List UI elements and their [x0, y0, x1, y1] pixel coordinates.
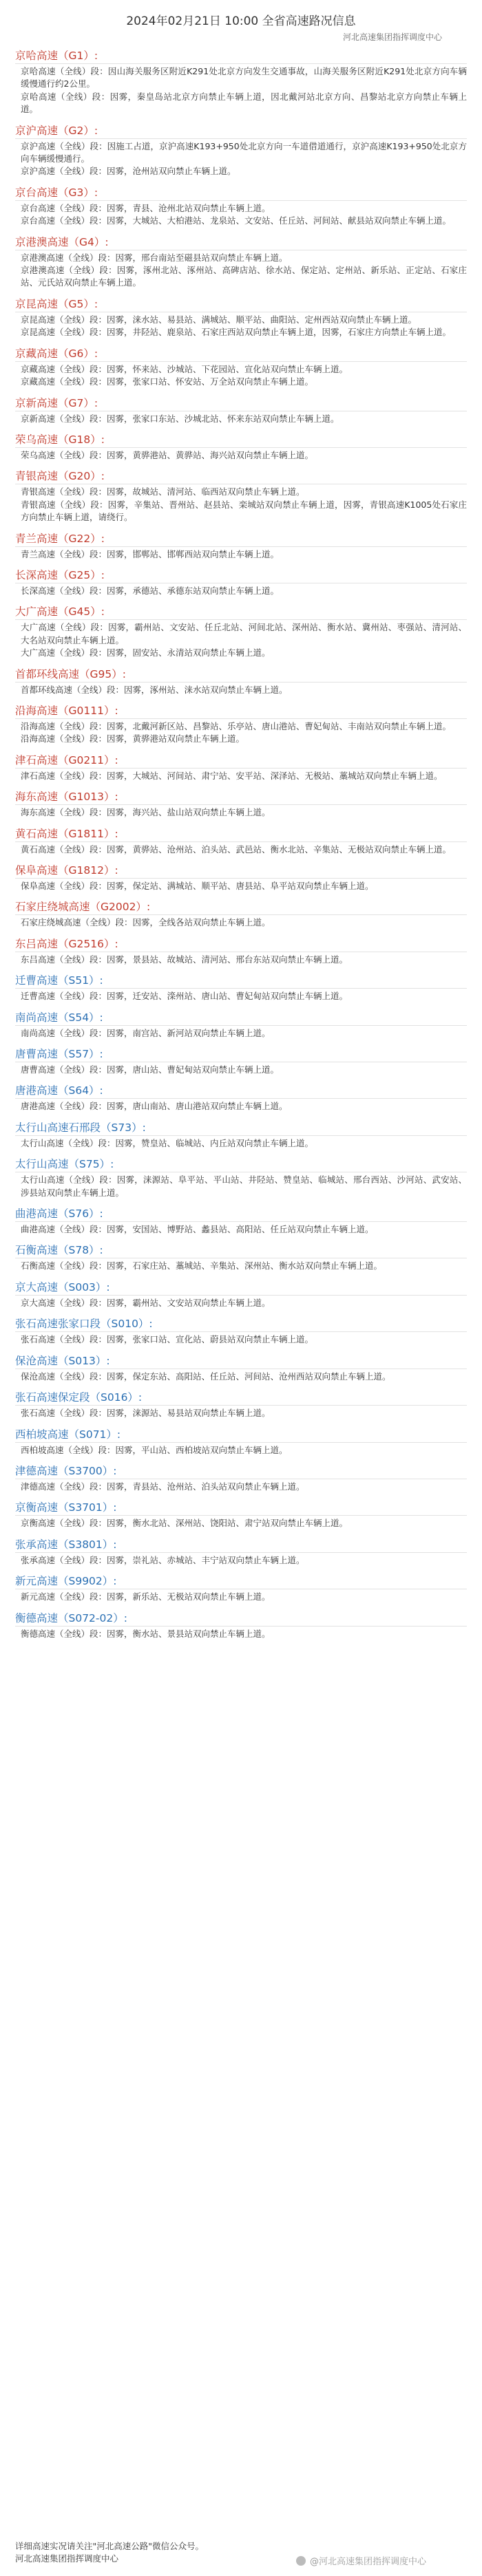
highway-section: [15, 1611, 467, 1640]
highway-section-title: 黄石高速（G1811）:: [15, 826, 467, 842]
highway-section: [15, 899, 467, 929]
watermark: [296, 2554, 426, 2567]
highway-status-line: 沿海高速（全线）段：因雾，北戴河新区站、昌黎站、乐亭站、唐山港站、曹妃甸站、丰南站双向禁止车辆上道。: [21, 720, 452, 731]
highway-status-line: 唐港高速（全线）段：因雾，唐山南站、唐山港站双向禁止车辆上道。: [21, 1101, 288, 1112]
highway-status-line: 张石高速（全线）段：因雾，张家口站、宣化站、蔚县站双向禁止车辆上道。: [21, 1334, 314, 1345]
highway-section-title: 京衡高速（S3701）:: [15, 1500, 467, 1516]
highway-status-line: 京衡高速（全线）段：因雾，衡水北站、深州站、饶阳站、肃宁站双向禁止车辆上道。: [21, 1518, 348, 1529]
highway-section-title: 东吕高速（G2516）:: [15, 936, 467, 952]
highway-status-line: 保沧高速（全线）段：因雾，保定东站、高阳站、任丘站、河间站、沧州西站双向禁止车辆上道。: [21, 1371, 391, 1382]
highway-section: [15, 432, 467, 462]
highway-section: [15, 1120, 467, 1150]
highway-section: [15, 48, 467, 116]
highway-status-line: 保阜高速（全线）段：因雾，保定站、满城站、顺平站、唐县站、阜平站双向禁止车辆上道。: [21, 881, 374, 891]
highway-section-title: 荣乌高速（G18）:: [15, 432, 467, 448]
highway-status-line: 长深高速（全线）段：因雾，承德站、承德东站双向禁止车辆上道。: [21, 585, 280, 596]
highway-status-line: 京昆高速（全线）段：因雾，井陉站、鹿泉站、石家庄西站双向禁止车辆上道，因雾，石家庄方向禁止车辆上道。: [21, 327, 452, 338]
highway-section-title: 京台高速（G3）:: [15, 185, 467, 201]
highway-section-title: 西柏坡高速（S071）:: [15, 1427, 467, 1443]
highway-section: [15, 1463, 467, 1493]
highway-status-line: 京台高速（全线）段：因雾，青县、沧州北站双向禁止车辆上道。: [21, 202, 271, 213]
highway-section: [15, 1353, 467, 1383]
highway-section-title: 曲港高速（S76）:: [15, 1206, 467, 1222]
highway-section: [15, 1206, 467, 1236]
highway-section-title: 南尚高速（S54）:: [15, 1010, 467, 1026]
highway-status-line: 青银高速（全线）段：因雾，辛集站、晋州站、赵县站、栾城站双向禁止车辆上道，因雾，青银高速K1005处石家庄方向禁止车辆上道，请绕行。: [21, 499, 467, 523]
highway-section: [15, 185, 467, 228]
highway-status-line: 张石高速（全线）段：因雾，涞源站、易县站双向禁止车辆上道。: [21, 1408, 271, 1419]
highway-section-title: 津德高速（S3700）:: [15, 1463, 467, 1479]
highway-section-title: 海东高速（G1013）:: [15, 789, 467, 805]
highway-status-line: 荣乌高速（全线）段：因雾，黄骅港站、黄骅站、海兴站双向禁止车辆上道。: [21, 449, 314, 460]
highway-section-title: 京昆高速（G5）:: [15, 297, 467, 312]
highway-section: [15, 469, 467, 524]
highway-section-title: 沿海高速（G0111）:: [15, 703, 467, 719]
highway-section-title: 长深高速（G25）:: [15, 568, 467, 583]
highway-status-line: 衡德高速（全线）段：因雾，衡水站、景县站双向禁止车辆上道。: [21, 1628, 271, 1639]
highway-section: [15, 826, 467, 856]
highway-status-line: 石家庄绕城高速（全线）段：因雾，全线各站双向禁止车辆上道。: [21, 917, 271, 928]
highway-section-title: 大广高速（G45）:: [15, 604, 467, 620]
highway-section: [15, 346, 467, 389]
highway-section: [15, 568, 467, 597]
highway-section: [15, 1157, 467, 1199]
highway-status-line: 新元高速（全线）段：因雾，新乐站、无极站双向禁止车辆上道。: [21, 1591, 271, 1602]
footer-note: [15, 2540, 204, 2565]
highway-section-title: 新元高速（S9902）:: [15, 1574, 467, 1589]
highway-section: [15, 1537, 467, 1567]
watermark-text: @河北高速集团指挥调度中心: [310, 2557, 427, 2567]
highway-section: [15, 1390, 467, 1419]
highway-status-line: 沿海高速（全线）段：因雾，黄骅港站双向禁止车辆上道。: [21, 733, 245, 744]
highway-section: [15, 1427, 467, 1457]
highway-status-line: 京藏高速（全线）段：因雾，张家口站、怀安站、万全站双向禁止车辆上道。: [21, 376, 314, 387]
highway-section: [15, 123, 467, 178]
highway-section-title: 津石高速（G0211）:: [15, 753, 467, 769]
highway-section: [15, 604, 467, 659]
highway-section: [15, 1046, 467, 1076]
highway-section: [15, 396, 467, 425]
highway-status-line: 京新高速（全线）段：因雾，张家口东站、沙城北站、怀来东站双向禁止车辆上道。: [21, 413, 339, 424]
highway-status-line: 青银高速（全线）段：因雾，故城站、清河站、临西站双向禁止车辆上道。: [21, 486, 305, 497]
highway-section: [15, 235, 467, 290]
footer-line-1: 详细高速实况请关注"河北高速公路"微信公众号。: [15, 2541, 204, 2551]
highway-section-title: 京新高速（G7）:: [15, 396, 467, 411]
highway-section-title: 张承高速（S3801）:: [15, 1537, 467, 1553]
highway-section: [15, 297, 467, 339]
highway-section-title: 太行山高速（S75）:: [15, 1157, 467, 1172]
highway-status-line: 张承高速（全线）段：因雾，崇礼站、赤城站、丰宁站双向禁止车辆上道。: [21, 1554, 305, 1565]
highway-section: [15, 1010, 467, 1040]
highway-section-title: 京藏高速（G6）:: [15, 346, 467, 362]
highway-section: [15, 531, 467, 561]
page-title: 2024年02月21日 10:00 全省高速路况信息: [126, 14, 356, 28]
highway-status-line: 唐曹高速（全线）段：因雾，唐山站、曹妃甸站双向禁止车辆上道。: [21, 1064, 280, 1075]
highway-section: [15, 789, 467, 819]
highway-section-title: 太行山高速石邢段（S73）:: [15, 1120, 467, 1136]
highway-status-line: 京昆高速（全线）段：因雾，涞水站、易县站、满城站、顺平站、曲阳站、定州西站双向禁止车辆上道。: [21, 314, 417, 325]
weibo-logo-icon: [296, 2556, 306, 2566]
highway-status-line: 迁曹高速（全线）段：因雾，迁安站、滦州站、唐山站、曹妃甸站双向禁止车辆上道。: [21, 991, 348, 1002]
highway-section-title: 唐港高速（S64）:: [15, 1083, 467, 1099]
highway-section: [15, 667, 467, 696]
highway-section-title: 京大高速（S003）:: [15, 1280, 467, 1296]
highway-status-line: 京港澳高速（全线）段：因雾，邢台南站至磁县站双向禁止车辆上道。: [21, 252, 288, 263]
highway-status-line: 京沪高速（全线）段：因雾，沧州站双向禁止车辆上道。: [21, 166, 236, 177]
highway-status-line: 西柏坡高速（全线）段：因雾，平山站、西柏坡站双向禁止车辆上道。: [21, 1444, 288, 1455]
highway-section-title: 青银高速（G20）:: [15, 469, 467, 484]
highway-section: [15, 863, 467, 892]
highway-status-line: 大广高速（全线）段：因雾，霸州站、文安站、任丘北站、河间北站、深州站、衡水站、冀州站、枣强站、清河站、大名站双向禁止车辆上道。: [21, 622, 467, 645]
highway-status-line: 京台高速（全线）段：因雾，大城站、大柏港站、龙泉站、文安站、任丘站、河间站、献县站双向禁止车辆上道。: [21, 215, 452, 226]
highway-status-line: 津石高速（全线）段：因雾，大城站、河间站、肃宁站、安平站、深泽站、无极站、藁城站双向禁止车辆上道。: [21, 770, 443, 781]
highway-status-line: 石衡高速（全线）段：因雾，石家庄站、藁城站、辛集站、深州站、衡水站双向禁止车辆上道。: [21, 1260, 383, 1271]
highway-status-line: 东吕高速（全线）段：因雾，景县站、故城站、清河站、邢台东站双向禁止车辆上道。: [21, 954, 348, 965]
highway-section-title: 首都环线高速（G95）:: [15, 667, 467, 683]
highway-section-title: 京哈高速（G1）:: [15, 48, 467, 64]
highway-status-line: 黄石高速（全线）段：因雾，黄骅站、沧州站、泊头站、武邑站、衡水北站、辛集站、无极站双向禁止车辆上道。: [21, 844, 452, 855]
highway-status-line: 京哈高速（全线）段：因山海关服务区附近K291处北京方向发生交通事故，山海关服务区附近K291处北京方向车辆缓慢通行约2公里。: [21, 66, 467, 89]
highway-status-line: 津德高速（全线）段：因雾，青县站、沧州站、泊头站双向禁止车辆上道。: [21, 1481, 305, 1492]
highway-status-line: 京港澳高速（全线）段：因雾，涿州北站、涿州站、高碑店站、徐水站、保定站、定州站、新乐站、正定站、石家庄站、元氏站双向禁止车辆上道。: [21, 265, 467, 288]
highway-section-title: 衡德高速（S072-02）:: [15, 1611, 467, 1627]
highway-status-line: 海东高速（全线）段：因雾，海兴站、盐山站双向禁止车辆上道。: [21, 807, 271, 818]
highway-section-title: 保阜高速（G1812）:: [15, 863, 467, 879]
highway-section: [15, 1574, 467, 1603]
highway-section-title: 迁曹高速（S51）:: [15, 973, 467, 989]
highway-section: [15, 703, 467, 746]
highway-status-line: 南尚高速（全线）段：因雾，南宫站、新河站双向禁止车辆上道。: [21, 1027, 271, 1038]
highway-status-line: 京沪高速（全线）段：因施工占道，京沪高速K193+950处北京方向一车道借道通行，京沪高速K193+950处北京方向车辆缓慢通行。: [21, 140, 467, 164]
highway-status-line: 青兰高速（全线）段：因雾，邯郸站、邯郸西站双向禁止车辆上道。: [21, 548, 280, 559]
page-subtitle: 河北高速集团指挥调度中心: [342, 32, 442, 42]
highway-section-title: 唐曹高速（S57）:: [15, 1046, 467, 1062]
highway-status-line: 太行山高速（全线）段：因雾，赞皇站、临城站、内丘站双向禁止车辆上道。: [21, 1137, 314, 1148]
highway-status-line: 太行山高速（全线）段：因雾，涞源站、阜平站、平山站、井陉站、赞皇站、临城站、邢台西站、沙河站、武安站、涉县站双向禁止车辆上道。: [21, 1174, 467, 1198]
highway-section: [15, 936, 467, 966]
highway-section: [15, 1280, 467, 1309]
highway-section: [15, 1243, 467, 1272]
highway-section-title: 石家庄绕城高速（G2002）:: [15, 899, 467, 915]
highway-section-title: 京沪高速（G2）:: [15, 123, 467, 139]
highway-status-line: 首都环线高速（全线）段：因雾，涿州站、涞水站双向禁止车辆上道。: [21, 684, 288, 695]
highway-sections: [15, 48, 467, 1640]
highway-section-title: 保沧高速（S013）:: [15, 1353, 467, 1369]
highway-section-title: 张石高速张家口段（S010）:: [15, 1316, 467, 1332]
highway-status-line: 曲港高速（全线）段：因雾，安国站、博野站、蠡县站、高阳站、任丘站双向禁止车辆上道。: [21, 1224, 374, 1235]
highway-section: [15, 1500, 467, 1530]
highway-section: [15, 973, 467, 1002]
highway-section: [15, 1316, 467, 1346]
highway-section-title: 青兰高速（G22）:: [15, 531, 467, 547]
highway-status-line: 京藏高速（全线）段：因雾，怀来站、沙城站、下花园站、宣化站双向禁止车辆上道。: [21, 363, 348, 374]
highway-status-line: 大广高速（全线）段：因雾，固安站、永清站双向禁止车辆上道。: [21, 647, 271, 658]
highway-section: [15, 753, 467, 782]
highway-section-title: 京港澳高速（G4）:: [15, 235, 467, 250]
highway-section: [15, 1083, 467, 1113]
highway-status-line: 京哈高速（全线）段：因雾，秦皇岛站北京方向禁止车辆上道，因北戴河站北京方向、昌黎站北京方向禁止车辆上道。: [21, 91, 467, 115]
highway-section-title: 石衡高速（S78）:: [15, 1243, 467, 1258]
highway-section-title: 张石高速保定段（S016）:: [15, 1390, 467, 1406]
footer-line-2: 河北高速集团指挥调度中心: [15, 2553, 119, 2564]
highway-status-line: 京大高速（全线）段：因雾，霸州站、文安站双向禁止车辆上道。: [21, 1297, 271, 1308]
